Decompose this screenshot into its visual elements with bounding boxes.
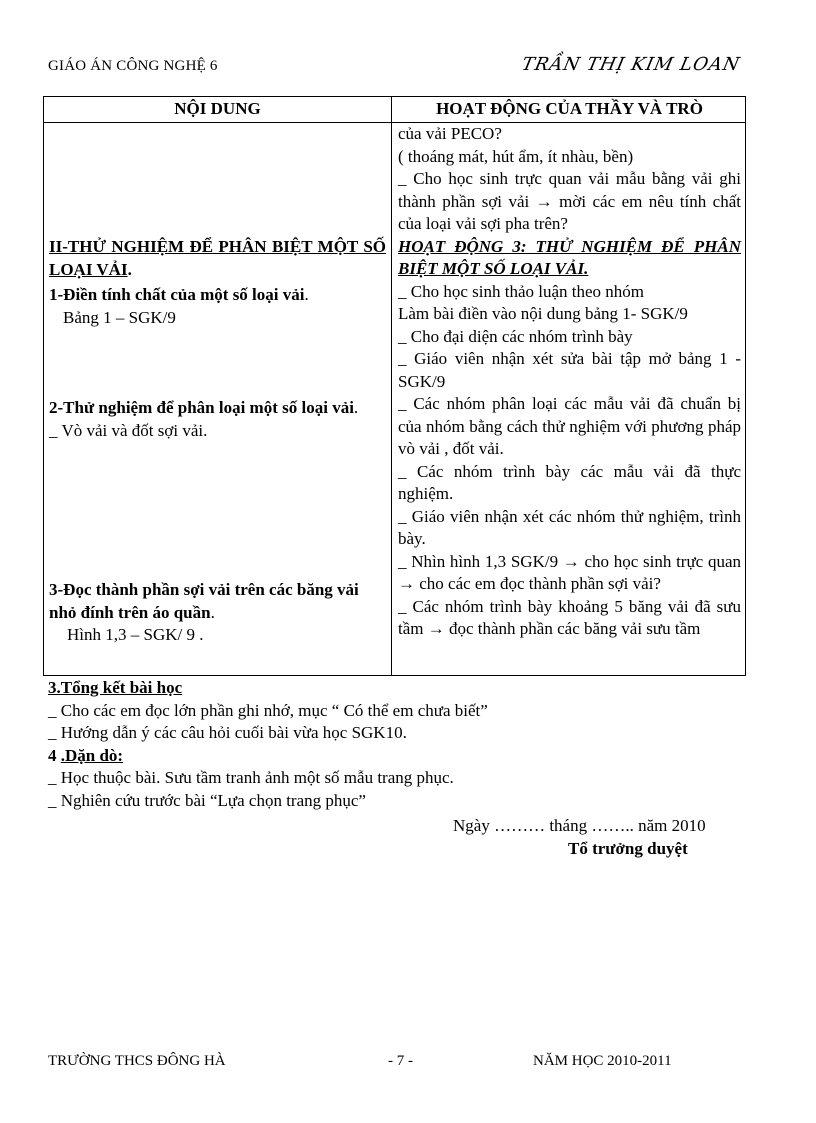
- item-3-ref: Hình 1,3 – SGK/ 9 .: [67, 625, 204, 644]
- item-3-dot: .: [210, 602, 215, 622]
- column-divider: [391, 97, 392, 675]
- table-header-content: NỘI DUNG: [174, 99, 261, 118]
- activity-text: _ Cho học sinh trực quan vải mẫu bằng vải ghi thành phần sợi vải → mời các em nêu tính chất của loại vải sợi pha trên?: [398, 169, 741, 233]
- item-1: [49, 284, 386, 329]
- item-2-dot: .: [353, 398, 359, 417]
- item-1-title: 1-Điền tính chất của một số loại vải: [49, 285, 305, 304]
- activity-text: Làm bài điền vào nội dung bảng 1- SGK/9: [398, 304, 688, 323]
- footer-school-year: NĂM HỌC 2010-2011: [533, 1053, 672, 1069]
- summary-title: 3.Tổng kết bài học: [48, 678, 183, 697]
- homework-title: .Dặn dò:: [60, 745, 124, 765]
- activity-text: _ Các nhóm phân loại các mẫu vải đã chuẩn bị của nhóm bằng cách thử nghiệm với phương pháp vò vải , đốt vải.: [398, 394, 741, 458]
- homework-line: _ Học thuộc bài. Sưu tầm tranh ảnh một số mẫu trang phục.: [48, 768, 454, 787]
- table-header-activities: HOẠT ĐỘNG CỦA THẦY VÀ TRÒ: [436, 99, 703, 118]
- signature-date: Ngày ……… tháng …….. năm 2010: [453, 816, 706, 835]
- header-teacher: TRẦN THỊ KIM LOAN: [519, 54, 742, 75]
- section-2-title: [49, 236, 386, 281]
- item-2-title: 2-Thử nghiệm để phân loại một số loại vải: [49, 398, 354, 417]
- item-2: [49, 397, 386, 442]
- activity-text: ( thoáng mát, hút ẩm, ít nhàu, bền): [398, 146, 634, 166]
- activity-text: _ Cho đại diện các nhóm trình bày: [398, 326, 633, 346]
- activity-text: _ Các nhóm trình bày khoảng 5 băng vải đã sưu tầm → đọc thành phần các băng vải sưu tầm: [398, 596, 741, 638]
- activity-text: _ Cho học sinh thảo luận theo nhóm: [398, 281, 645, 301]
- section-2-title-text: II-THỬ NGHIỆM ĐỂ PHÂN BIỆT MỘT SỐ LOẠI VẢI: [49, 237, 386, 279]
- activity-text: _ Các nhóm trình bày các mẫu vải đã thực nghiệm.: [398, 461, 741, 503]
- lesson-table: [43, 96, 746, 676]
- summary-line: _ Cho các em đọc lớn phần ghi nhớ, mục “ Có thể em chưa biết”: [48, 700, 488, 720]
- activity-text: _ Nhìn hình 1,3 SGK/9 → cho học sinh trực quan → cho các em đọc thành phần sợi vải?: [398, 551, 741, 593]
- activity-text: _ Giáo viên nhận xét sửa bài tập mở bảng 1 - SGK/9: [398, 349, 741, 391]
- footer-school: TRƯỜNG THCS ĐÔNG HÀ: [48, 1053, 226, 1069]
- homework-line: _ Nghiên cứu trước bài “Lựa chọn trang phục”: [48, 790, 366, 810]
- item-2-sub: _ Vò vải và đốt sợi vải.: [49, 420, 208, 440]
- summary-section: [48, 677, 488, 812]
- header-subject: GIÁO ÁN CÔNG NGHỆ 6: [48, 58, 218, 74]
- item-1-dot: .: [304, 285, 309, 304]
- footer-page-number: - 7 -: [388, 1053, 413, 1069]
- item-3: [49, 579, 386, 647]
- section-2-title-dot: .: [127, 259, 132, 279]
- item-3-title: 3-Đọc thành phần sợi vải trên các băng vải nhỏ đính trên áo quần: [49, 580, 359, 622]
- summary-line: _ Hướng dẫn ý các câu hỏi cuối bài vừa học SGK10.: [48, 723, 407, 742]
- activities-column: [398, 123, 741, 641]
- item-1-ref: Bảng 1 – SGK/9: [63, 307, 176, 327]
- signature-approver: Tổ trưởng duyệt: [568, 839, 688, 858]
- homework-number: 4: [48, 745, 61, 765]
- activity-text: của vải PECO?: [398, 124, 502, 143]
- activity-heading: HOẠT ĐỘNG 3: THỬ NGHIỆM ĐỂ PHÂN BIỆT MỘT SỐ LOẠI VẢI.: [398, 236, 741, 278]
- activity-text: _ Giáo viên nhận xét các nhóm thử nghiệm, trình bày.: [398, 506, 741, 548]
